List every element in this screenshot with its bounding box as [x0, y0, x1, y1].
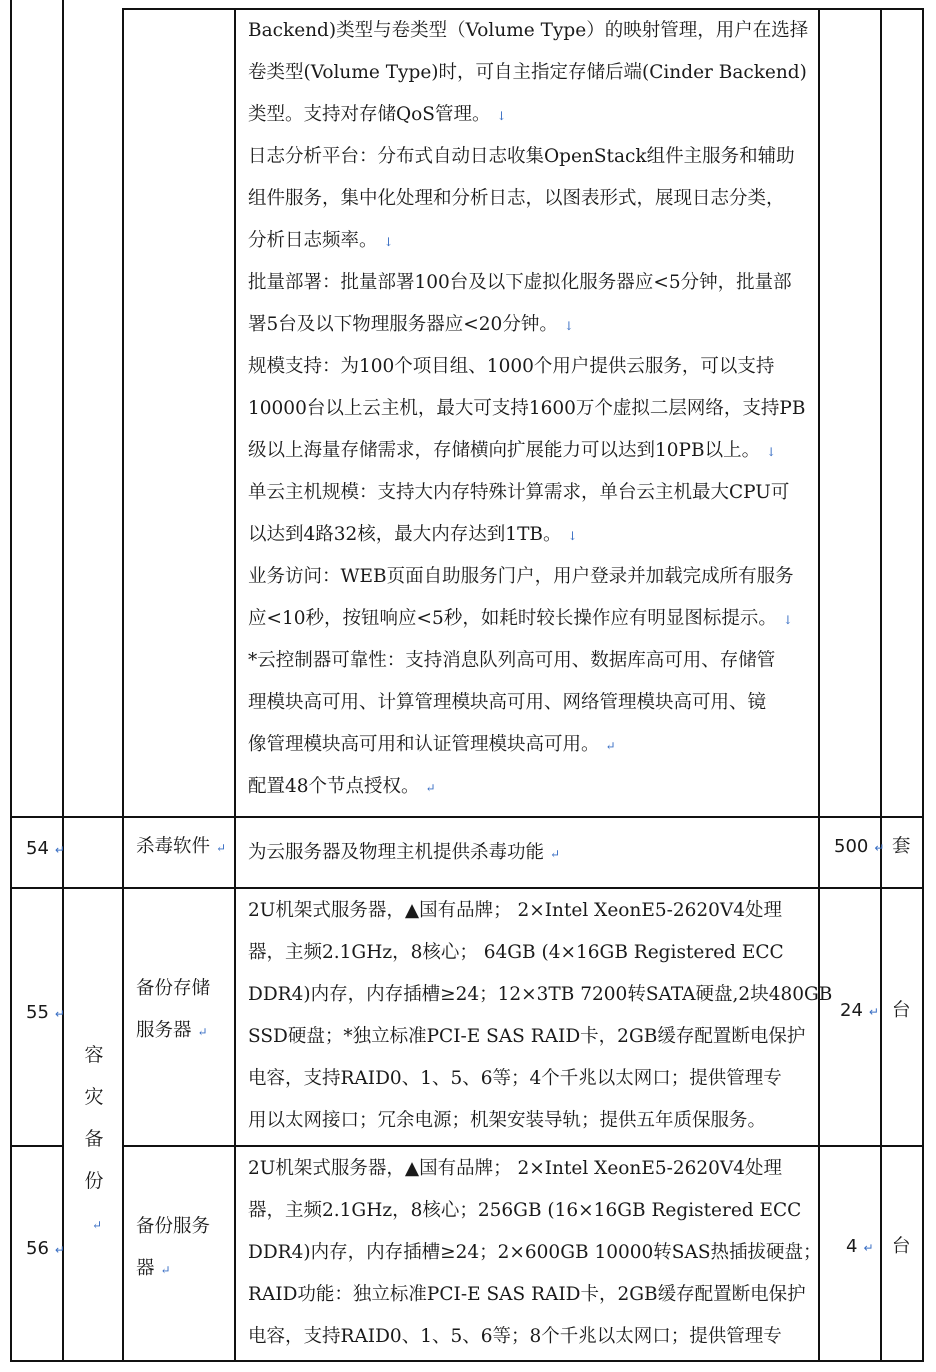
rule-row55-top [10, 887, 924, 889]
rule-col-name [234, 8, 236, 1362]
cell-end-mark-icon: ↵ [863, 1241, 874, 1255]
desc-line: RAID功能：独立标准PCI-E SAS RAID卡，2GB缓存配置断电保护 [248, 1284, 806, 1305]
row-54-unit: 套 [892, 836, 911, 857]
desc-line: 以达到4路32核，最大内存达到1TB。 ↓ [248, 524, 578, 545]
row-54-quantity: 500 ↵ [834, 836, 885, 857]
desc-line: 配置48个节点授权。 ↵ [248, 776, 436, 797]
row-55-item-name: 备份存储 服务器 ↵ [136, 978, 211, 1041]
category-char: 份↵ [84, 1170, 104, 1232]
desc-line: 2U机架式服务器，▲国有品牌； 2×Intel XeonE5-2620V4处理 [248, 900, 783, 921]
row-54-description [248, 832, 818, 874]
desc-line: 应<10秒，按钮响应<5秒，如耗时较长操作应有明显图标提示。 ↓ [248, 608, 793, 629]
paragraph-mark-icon: ↓ [496, 109, 507, 123]
category-label [82, 1034, 106, 1246]
rule-col-qty [880, 8, 882, 1362]
category-char: 备 [84, 1128, 104, 1150]
desc-line: 电容，支持RAID0、1、5、6等；8个千兆以太网口；提供管理专 [248, 1326, 782, 1347]
cell-end-mark-icon: ↵ [54, 843, 65, 857]
desc-line: 像管理模块高可用和认证管理模块高可用。 ↵ [248, 734, 616, 755]
desc-line: 日志分析平台：分布式自动日志收集OpenStack组件主服务和辅助 [248, 146, 795, 167]
desc-line: 分析日志频率。 ↓ [248, 230, 394, 251]
desc-line: 批量部署：批量部署100台及以下虚拟化服务器应<5分钟，批量部 [248, 272, 792, 293]
row-54-number: 54 ↵ [26, 838, 65, 859]
row-55-unit: 台 [892, 1000, 911, 1021]
rule-col-left [10, 0, 12, 1362]
desc-line: 用以太网接口；冗余电源；机架安装导轨；提供五年质保服务。 [248, 1110, 767, 1131]
cell-end-mark-icon: ↵ [54, 1007, 65, 1021]
desc-line: 类型。支持对存储QoS管理。 ↓ [248, 104, 507, 125]
rule-row54-top [10, 816, 924, 818]
row-56-unit: 台 [892, 1236, 911, 1257]
category-char: 容 [84, 1044, 104, 1066]
category-char: 灾 [84, 1086, 104, 1108]
desc-line: DDR4)内存，内存插槽≥24；2×600GB 10000转SAS热插拔硬盘； [248, 1242, 822, 1263]
row-55-quantity: 24 ↵ [840, 1000, 879, 1021]
paragraph-mark-icon: ↓ [766, 445, 777, 459]
paragraph-mark-icon: ↓ [563, 319, 574, 333]
row-54-item-name: 杀毒软件 ↵ [136, 836, 227, 857]
row-56-item-name: 备份服务 器 ↵ [136, 1216, 211, 1279]
desc-line: 10000台以上云主机，最大可支持1600万个虚拟二层网络，支持PB [248, 398, 806, 419]
row-continued-description [248, 10, 818, 808]
desc-line: 级以上海量存储需求，存储横向扩展能力可以达到10PB以上。 ↓ [248, 440, 777, 461]
rule-col-right [922, 8, 924, 1362]
cell-end-mark-icon: ↵ [605, 739, 616, 753]
desc-line: 为云服务器及物理主机提供杀毒功能 ↵ [248, 842, 561, 863]
desc-line: Backend)类型与卷类型（Volume Type）的映射管理，用户在选择 [248, 20, 809, 41]
rule-col-cat [122, 8, 124, 1362]
desc-line: *云控制器可靠性：支持消息队列高可用、数据库高可用、存储管 [248, 650, 776, 671]
desc-line: 电容，支持RAID0、1、5、6等；4个千兆以太网口；提供管理专 [248, 1068, 782, 1089]
desc-line: 规模支持：为100个项目组、1000个用户提供云服务，可以支持 [248, 356, 775, 377]
desc-line: 理模块高可用、计算管理模块高可用、网络管理模块高可用、镜 [248, 692, 767, 713]
row-55-number: 55 ↵ [26, 1002, 65, 1023]
cell-end-mark-icon: ↵ [868, 1005, 879, 1019]
cell-end-mark-icon: ↵ [160, 1263, 171, 1277]
cell-end-mark-icon: ↵ [216, 841, 227, 855]
row-55-description [248, 890, 833, 1142]
paragraph-mark-icon: ↓ [567, 529, 578, 543]
row-56-quantity: 4 ↵ [846, 1236, 874, 1257]
desc-line: 2U机架式服务器，▲国有品牌； 2×Intel XeonE5-2620V4处理 [248, 1158, 783, 1179]
desc-line: 业务访问：WEB页面自助服务门户，用户登录并加载完成所有服务 [248, 566, 794, 587]
desc-line: DDR4)内存，内存插槽≥24；12×3TB 7200转SATA硬盘,2块480GB [248, 984, 833, 1005]
desc-line: 卷类型(Volume Type)时，可自主指定存储后端(Cinder Backend) [248, 62, 807, 83]
desc-line: 器，主频2.1GHz，8核心； 64GB (4×16GB Registered ECC [248, 942, 784, 963]
rule-row56-top-right [122, 1145, 924, 1147]
cell-end-mark-icon: ↵ [197, 1025, 208, 1039]
rule-col-desc [818, 8, 820, 1362]
cell-end-mark-icon: ↵ [874, 841, 885, 855]
rule-bottom [10, 1360, 924, 1362]
cell-end-mark-icon: ↵ [54, 1243, 65, 1257]
desc-line: 署5台及以下物理服务器应<20分钟。 ↓ [248, 314, 574, 335]
paragraph-mark-icon: ↓ [383, 235, 394, 249]
row-56-number: 56 ↵ [26, 1238, 65, 1259]
desc-line: 组件服务，集中化处理和分析日志，以图表形式，展现日志分类， [248, 188, 785, 209]
row-56-description [248, 1148, 822, 1358]
cell-end-mark-icon: ↵ [550, 847, 561, 861]
desc-line: SSD硬盘；*独立标准PCI-E SAS RAID卡，2GB缓存配置断电保护 [248, 1026, 806, 1047]
desc-line: 器，主频2.1GHz，8核心；256GB (16×16GB Registered ECC [248, 1200, 802, 1221]
cell-end-mark-icon: ↵ [91, 1218, 103, 1232]
rule-col-no [62, 0, 64, 1362]
cell-end-mark-icon: ↵ [425, 781, 436, 795]
rule-row56-top-left [10, 1145, 64, 1147]
desc-line: 单云主机规模：支持大内存特殊计算需求，单台云主机最大CPU可 [248, 482, 790, 503]
paragraph-mark-icon: ↓ [782, 613, 793, 627]
